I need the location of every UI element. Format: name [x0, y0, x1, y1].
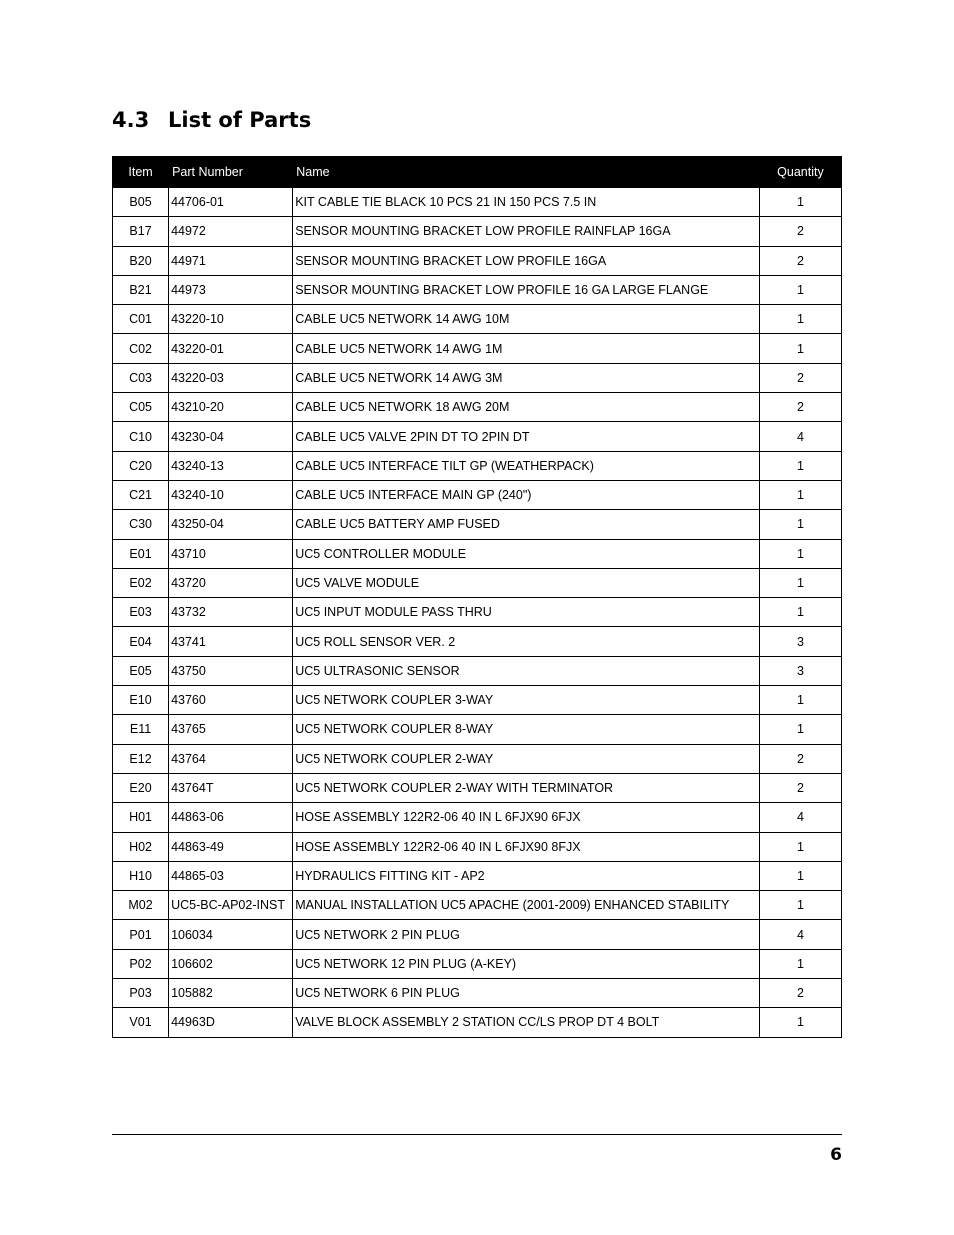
cell-quantity: 4 [759, 803, 841, 832]
table-row [113, 686, 842, 715]
cell-part-number: 106034 [169, 920, 293, 949]
parts-table-body [113, 188, 842, 1038]
table-row [113, 598, 842, 627]
table-row [113, 715, 842, 744]
cell-quantity: 1 [759, 686, 841, 715]
cell-name: UC5 CONTROLLER MODULE [293, 539, 760, 568]
cell-quantity: 1 [759, 510, 841, 539]
parts-table [112, 156, 842, 1038]
cell-part-number: 44706-01 [169, 188, 293, 217]
cell-part-number: 44865-03 [169, 861, 293, 890]
cell-quantity: 2 [759, 217, 841, 246]
cell-part-number: 43210-20 [169, 393, 293, 422]
cell-part-number: 43220-01 [169, 334, 293, 363]
cell-name: UC5 INPUT MODULE PASS THRU [293, 598, 760, 627]
table-row [113, 393, 842, 422]
cell-item: V01 [113, 1008, 169, 1037]
table-row [113, 363, 842, 392]
table-row [113, 1008, 842, 1037]
cell-part-number: 44973 [169, 275, 293, 304]
cell-name: SENSOR MOUNTING BRACKET LOW PROFILE 16 GA LARGE FLANGE [293, 275, 760, 304]
cell-quantity: 4 [759, 422, 841, 451]
cell-quantity: 2 [759, 363, 841, 392]
cell-name: KIT CABLE TIE BLACK 10 PCS 21 IN 150 PCS 7.5 IN [293, 188, 760, 217]
cell-part-number: 43764 [169, 744, 293, 773]
cell-part-number: 44971 [169, 246, 293, 275]
cell-item: C20 [113, 451, 169, 480]
cell-item: C30 [113, 510, 169, 539]
cell-name: UC5 NETWORK 12 PIN PLUG (A-KEY) [293, 949, 760, 978]
cell-part-number: 43250-04 [169, 510, 293, 539]
cell-quantity: 1 [759, 334, 841, 363]
cell-item: P01 [113, 920, 169, 949]
cell-name: UC5 NETWORK COUPLER 8-WAY [293, 715, 760, 744]
cell-item: E12 [113, 744, 169, 773]
cell-quantity: 1 [759, 598, 841, 627]
table-row [113, 949, 842, 978]
cell-item: C05 [113, 393, 169, 422]
cell-name: UC5 NETWORK COUPLER 3-WAY [293, 686, 760, 715]
cell-item: B21 [113, 275, 169, 304]
cell-quantity: 1 [759, 451, 841, 480]
cell-name: CABLE UC5 VALVE 2PIN DT TO 2PIN DT [293, 422, 760, 451]
cell-part-number: 43220-10 [169, 305, 293, 334]
cell-quantity: 1 [759, 539, 841, 568]
cell-name: UC5 ULTRASONIC SENSOR [293, 656, 760, 685]
cell-item: H10 [113, 861, 169, 890]
cell-item: E01 [113, 539, 169, 568]
table-row [113, 246, 842, 275]
cell-name: CABLE UC5 NETWORK 14 AWG 10M [293, 305, 760, 334]
cell-name: MANUAL INSTALLATION UC5 APACHE (2001-2009) ENHANCED STABILITY [293, 891, 760, 920]
cell-item: E11 [113, 715, 169, 744]
table-row [113, 568, 842, 597]
cell-item: E03 [113, 598, 169, 627]
cell-item: E10 [113, 686, 169, 715]
cell-item: C03 [113, 363, 169, 392]
cell-part-number: 43750 [169, 656, 293, 685]
cell-part-number: 43764T [169, 773, 293, 802]
table-row [113, 744, 842, 773]
cell-quantity: 1 [759, 275, 841, 304]
table-row [113, 920, 842, 949]
cell-quantity: 3 [759, 656, 841, 685]
table-row [113, 803, 842, 832]
table-row [113, 305, 842, 334]
cell-part-number: 43720 [169, 568, 293, 597]
cell-item: P02 [113, 949, 169, 978]
cell-name: CABLE UC5 NETWORK 18 AWG 20M [293, 393, 760, 422]
cell-part-number: 44863-06 [169, 803, 293, 832]
cell-quantity: 1 [759, 188, 841, 217]
cell-part-number: 43240-10 [169, 480, 293, 509]
table-row [113, 334, 842, 363]
cell-name: SENSOR MOUNTING BRACKET LOW PROFILE 16GA [293, 246, 760, 275]
cell-name: UC5 VALVE MODULE [293, 568, 760, 597]
column-header-part-number: Part Number [169, 157, 293, 188]
table-row [113, 656, 842, 685]
cell-part-number: 43741 [169, 627, 293, 656]
table-row [113, 217, 842, 246]
cell-quantity: 2 [759, 744, 841, 773]
cell-name: CABLE UC5 INTERFACE TILT GP (WEATHERPACK) [293, 451, 760, 480]
cell-quantity: 2 [759, 246, 841, 275]
cell-part-number: 44963D [169, 1008, 293, 1037]
cell-quantity: 1 [759, 480, 841, 509]
footer-divider [112, 1134, 842, 1135]
cell-quantity: 1 [759, 891, 841, 920]
cell-part-number: 106602 [169, 949, 293, 978]
cell-part-number: 43760 [169, 686, 293, 715]
header-row [113, 157, 842, 188]
cell-item: H01 [113, 803, 169, 832]
cell-part-number: 43732 [169, 598, 293, 627]
cell-item: B17 [113, 217, 169, 246]
column-header-item: Item [113, 157, 169, 188]
page-number: 6 [830, 1145, 842, 1165]
cell-name: UC5 ROLL SENSOR VER. 2 [293, 627, 760, 656]
cell-name: UC5 NETWORK COUPLER 2-WAY [293, 744, 760, 773]
cell-name: SENSOR MOUNTING BRACKET LOW PROFILE RAINFLAP 16GA [293, 217, 760, 246]
cell-item: C02 [113, 334, 169, 363]
cell-quantity: 1 [759, 949, 841, 978]
table-row [113, 188, 842, 217]
cell-part-number: 43240-13 [169, 451, 293, 480]
table-row [113, 539, 842, 568]
cell-name: HOSE ASSEMBLY 122R2-06 40 IN L 6FJX90 8FJX [293, 832, 760, 861]
cell-item: C10 [113, 422, 169, 451]
cell-item: B20 [113, 246, 169, 275]
cell-quantity: 1 [759, 861, 841, 890]
cell-quantity: 2 [759, 773, 841, 802]
cell-name: CABLE UC5 NETWORK 14 AWG 1M [293, 334, 760, 363]
cell-name: UC5 NETWORK 6 PIN PLUG [293, 979, 760, 1008]
cell-part-number: 105882 [169, 979, 293, 1008]
cell-item: C01 [113, 305, 169, 334]
cell-item: E20 [113, 773, 169, 802]
cell-quantity: 3 [759, 627, 841, 656]
cell-part-number: 44863-49 [169, 832, 293, 861]
cell-name: VALVE BLOCK ASSEMBLY 2 STATION CC/LS PROP DT 4 BOLT [293, 1008, 760, 1037]
cell-name: UC5 NETWORK COUPLER 2-WAY WITH TERMINATOR [293, 773, 760, 802]
table-row [113, 832, 842, 861]
section-heading [112, 108, 311, 132]
cell-quantity: 1 [759, 832, 841, 861]
cell-name: CABLE UC5 BATTERY AMP FUSED [293, 510, 760, 539]
table-row [113, 861, 842, 890]
table-row [113, 275, 842, 304]
cell-quantity: 2 [759, 979, 841, 1008]
cell-part-number: 43765 [169, 715, 293, 744]
cell-item: M02 [113, 891, 169, 920]
cell-quantity: 1 [759, 305, 841, 334]
cell-quantity: 1 [759, 568, 841, 597]
cell-name: CABLE UC5 INTERFACE MAIN GP (240") [293, 480, 760, 509]
cell-part-number: 43710 [169, 539, 293, 568]
table-row [113, 627, 842, 656]
section-number: 4.3 [112, 108, 150, 132]
section-title: List of Parts [168, 108, 312, 132]
cell-part-number: 44972 [169, 217, 293, 246]
cell-item: E04 [113, 627, 169, 656]
cell-part-number: 43220-03 [169, 363, 293, 392]
table-row [113, 891, 842, 920]
cell-item: C21 [113, 480, 169, 509]
cell-item: B05 [113, 188, 169, 217]
cell-part-number: 43230-04 [169, 422, 293, 451]
parts-table-header [113, 157, 842, 188]
table-row [113, 480, 842, 509]
cell-name: CABLE UC5 NETWORK 14 AWG 3M [293, 363, 760, 392]
table-row [113, 422, 842, 451]
cell-quantity: 1 [759, 1008, 841, 1037]
cell-quantity: 1 [759, 715, 841, 744]
cell-name: UC5 NETWORK 2 PIN PLUG [293, 920, 760, 949]
column-header-quantity: Quantity [759, 157, 841, 188]
cell-item: H02 [113, 832, 169, 861]
cell-quantity: 4 [759, 920, 841, 949]
cell-item: E05 [113, 656, 169, 685]
cell-quantity: 2 [759, 393, 841, 422]
cell-part-number: UC5-BC-AP02-INST [169, 891, 293, 920]
column-header-name: Name [293, 157, 760, 188]
cell-name: HOSE ASSEMBLY 122R2-06 40 IN L 6FJX90 6FJX [293, 803, 760, 832]
cell-item: E02 [113, 568, 169, 597]
cell-item: P03 [113, 979, 169, 1008]
table-row [113, 979, 842, 1008]
table-row [113, 510, 842, 539]
table-row [113, 773, 842, 802]
cell-name: HYDRAULICS FITTING KIT - AP2 [293, 861, 760, 890]
table-row [113, 451, 842, 480]
